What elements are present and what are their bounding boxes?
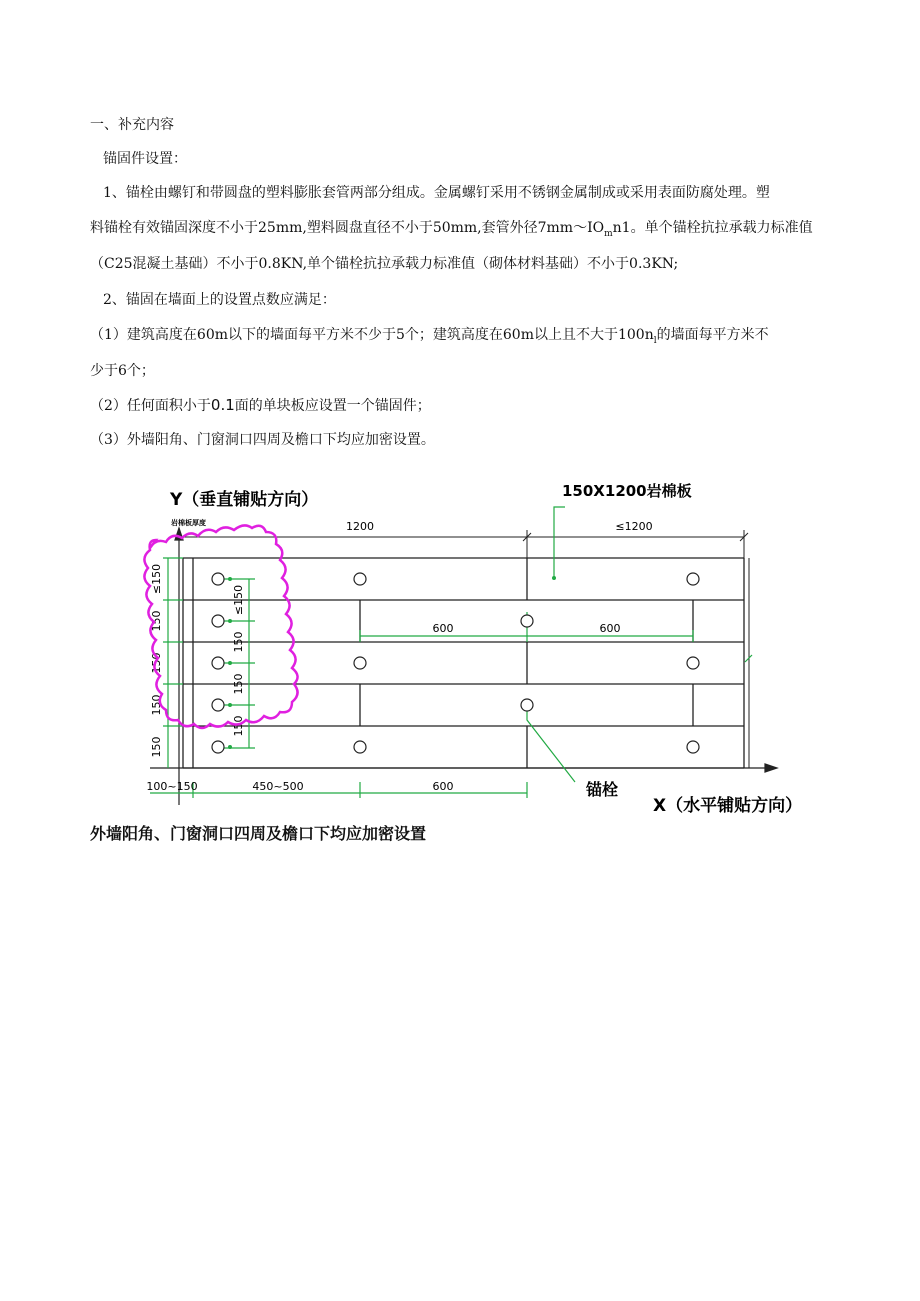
item3: （3）外墙阳角、门窗洞口四周及檐口下均应加密设置。 (90, 432, 435, 448)
anchor-circle (687, 573, 699, 585)
para1-line3: （C25混凝土基础）不小于0.8KN,单个锚栓抗拉承载力标准值（砌体材料基础）不小于0.3KN; (90, 256, 679, 272)
anchor-circle (354, 657, 366, 669)
figure-caption: 外墙阳角、门窗洞口四周及檐口下均应加密设置 (90, 824, 427, 843)
thickness-label: 岩棉板厚度 (171, 519, 206, 527)
anchor-circle (212, 741, 224, 753)
anchor-circle (212, 699, 224, 711)
dim-mid-left: 600 (432, 622, 454, 635)
inner-dim-1: ≤150 (232, 584, 245, 616)
subheading: 锚固件设置： (103, 151, 187, 167)
anchor-circle (354, 741, 366, 753)
dim-top-right: ≤1200 (615, 520, 653, 533)
anchor-circle (354, 573, 366, 585)
left-dim-5: 150 (150, 736, 163, 758)
anchor-circle (212, 573, 224, 585)
anchor-circle (687, 657, 699, 669)
item1-line1: （1）建筑高度在60m以下的墙面每平方米不少于5个；建筑高度在60m以上且不大于$100n_l$的墙面每平方米不 (90, 327, 769, 346)
para2: 2、锚固在墙面上的设置点数应满足： (103, 292, 336, 308)
left-dim-2: 150 (150, 610, 163, 632)
panel-label: 150X1200岩棉板 (562, 482, 692, 500)
left-dim-4: 150 (150, 694, 163, 716)
green-dots (228, 576, 556, 749)
section-heading: 一、补充内容 (90, 117, 174, 133)
anchor-label: 锚栓 (586, 780, 619, 799)
top-dims (179, 530, 749, 768)
item1-line2: 少于6个； (90, 363, 155, 379)
anchor-circle (212, 657, 224, 669)
axes (150, 528, 777, 805)
x-axis-label: X（水平铺贴方向） (653, 796, 803, 816)
anchor-circle (212, 615, 224, 627)
dim-mid-right: 600 (599, 622, 621, 635)
inner-dims (232, 585, 245, 737)
inner-dim-3: 150 (232, 673, 245, 695)
anchor-circle (521, 699, 533, 711)
y-axis-label: Y（垂直铺贴方向） (170, 490, 319, 510)
inner-dim-2: 150 (232, 631, 245, 653)
dim-bottom-b: 450~500 (252, 780, 304, 793)
dim-bottom-a: 100~150 (146, 780, 198, 793)
inner-dim-4: 150 (232, 715, 245, 737)
para1-line2: 料锚栓有效锚固深度不小于25mm,塑料圆盘直径不小于50mm,套管外径$7mm\sim IO_mn1$。单个锚栓抗拉承载力标准值 (90, 220, 813, 239)
left-dim-1: ≤150 (150, 563, 163, 595)
para1-line1: 1、锚栓由螺钉和带圆盘的塑料膨胀套管两部分组成。金属螺钉采用不锈钢金属制成或采用表面防腐处理。塑 (103, 185, 770, 201)
dim-top-left: 1200 (346, 520, 374, 533)
panel-grid (183, 558, 744, 768)
left-dim-3: 150 (150, 652, 163, 674)
anchor-circle (521, 615, 533, 627)
item2: （2）任何面积小于0.1面的单块板应设置一个锚固件； (90, 396, 431, 414)
dim-bottom-c: 600 (432, 780, 454, 793)
anchor-circle (687, 741, 699, 753)
